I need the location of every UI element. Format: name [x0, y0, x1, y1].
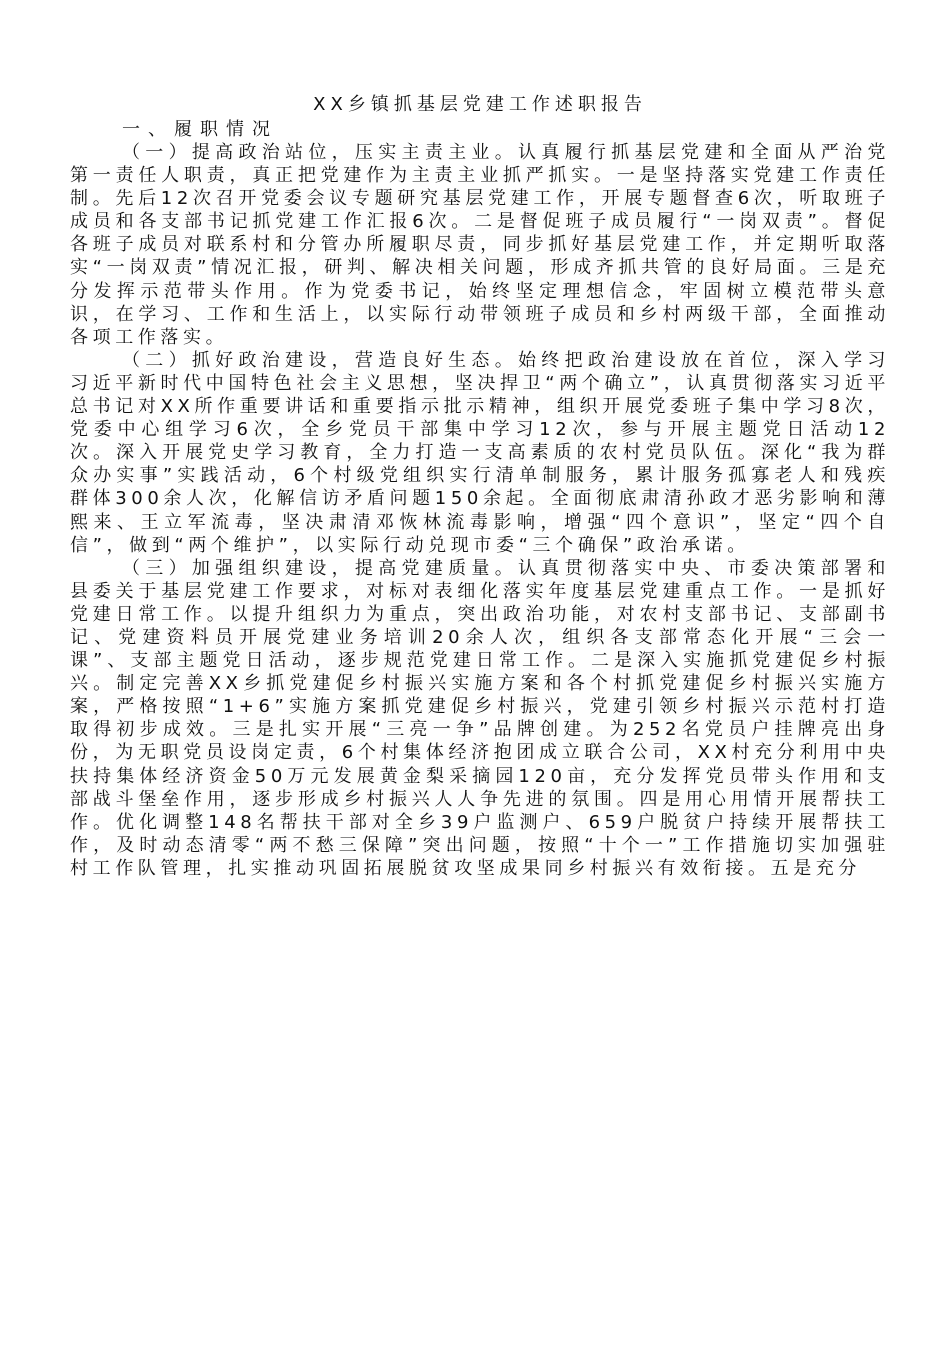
paragraph-2: （二）抓好政治建设，营造良好生态。始终把政治建设放在首位，深入学习习近平新时代中国特色社会主义思想，坚决捍卫“两个确立”，认真贯彻落实习近平总书记对XX所作重要讲话和重要指示批示精神，组织开展党委班子集中学习8次，党委中心组学习6次，全乡党员干部集中学习12次，参与开展主题党日活动12次。深入开展党史学习教育，全力打造一支高素质的农村党员队伍。深化“我为群众办实事”实践活动，6个村级党组织实行清单制服务，累计服务孤寡老人和残疾群体300余人次，化解信访矛盾问题150余起。全面彻底肃清孙政才恶劣影响和薄熙来、王立军流毒，坚决肃清邓恢林流毒影响，增强“四个意识”，坚定“四个自信”，做到“两个维护”，以实际行动兑现市委“三个确保”政治承诺。 [70, 349, 890, 556]
paragraph-1: （一）提高政治站位，压实主责主业。认真履行抓基层党建和全面从严治党第一责任人职责，真正把党建作为主责主业抓严抓实。一是坚持落实党建工作责任制。先后12次召开党委会议专题研究基层党建工作，开展专题督查6次，听取班子成员和各支部书记抓党建工作汇报6次。二是督促班子成员履行“一岗双责”。督促各班子成员对联系村和分管办所履职尽责，同步抓好基层党建工作，并定期听取落实“一岗双责”情况汇报，研判、解决相关问题，形成齐抓共管的良好局面。三是充分发挥示范带头作用。作为党委书记，始终坚定理想信念，牢固树立模范带头意识，在学习、工作和生活上，以实际行动带领班子成员和乡村两级干部，全面推动各项工作落实。 [70, 142, 890, 348]
paragraph-3: （三）加强组织建设，提高党建质量。认真贯彻落实中央、市委决策部署和县委关于基层党建工作要求，对标对表细化落实年度基层党建重点工作。一是抓好党建日常工作。以提升组织力为重点，突出政治功能，对农村支部书记、支部副书记、党建资料员开展党建业务培训20余人次，组织各支部常态化开展“三会一课”、支部主题党日活动，逐步规范党建日常工作。二是深入实施抓党建促乡村振兴。制定完善XX乡抓党建促乡村振兴实施方案和各个村抓党建促乡村振兴实施方案，严格按照“1+6”实施方案抓党建促乡村振兴，党建引领乡村振兴示范村打造取得初步成效。三是扎实开展“三亮一争”品牌创建。为252名党员户挂牌亮出身份，为无职党员设岗定责，6个村集体经济抱团成立联合公司，XX村充分利用中央扶持集体经济资金50万元发展黄金梨采摘园120亩，充分发挥党员带头作用和支部战斗堡垒作用，逐步形成乡村振兴人人争先进的氛围。四是用心用情开展帮扶工作。优化调整148名帮扶干部对全乡39户监测户、659户脱贫户持续开展帮扶工作，及时动态清零“两不愁三保障”突出问题，按照“十个一”工作措施切实加强驻村工作队管理，扎实推动巩固拓展脱贫攻坚成果同乡村振兴有效衔接。五是充分 [70, 557, 890, 879]
section-heading: 一、履职情况 [122, 119, 278, 140]
page-title: XX乡镇抓基层党建工作述职报告 [313, 94, 647, 115]
document-page [70, 92, 890, 880]
